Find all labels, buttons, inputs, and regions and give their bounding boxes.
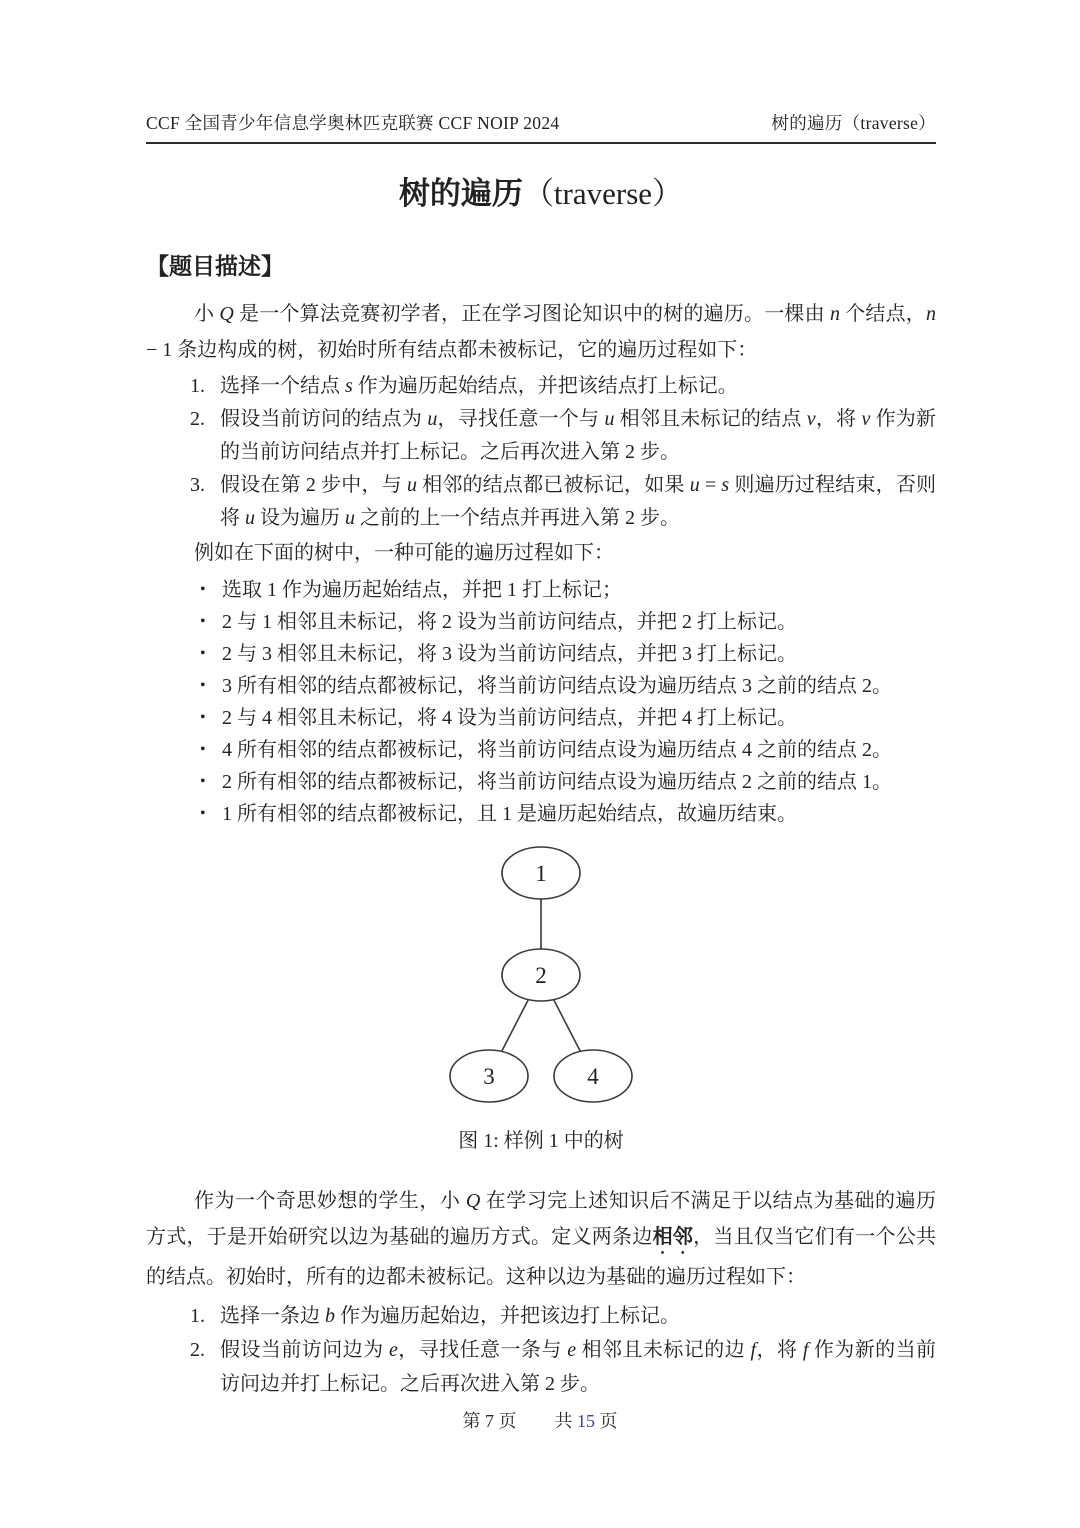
step-item [190, 403, 936, 469]
current-page-label: 第 7 页 [462, 1411, 517, 1431]
example-intro: 例如在下面的树中，一种可能的遍历过程如下： [194, 542, 614, 564]
list-item [198, 638, 936, 670]
list-item-text: 4 所有相邻的结点都被标记，将当前访问结点设为遍历结点 4 之前的结点 2。 [222, 739, 892, 761]
header-problem-name: 树的遍历（traverse） [771, 113, 936, 133]
bullet-icon: • [200, 613, 206, 630]
list-item [198, 734, 936, 766]
list-item [198, 670, 936, 702]
page-title: 树的遍历（traverse） [398, 176, 684, 211]
list-item-text: 2 与 1 相邻且未标记，将 2 设为当前访问结点，并把 2 打上标记。 [222, 611, 797, 633]
tree-diagram [381, 846, 701, 1104]
bullet-icon: • [200, 741, 206, 758]
bullet-icon: • [200, 805, 206, 822]
problem-intro-paragraph: 小 Q 是一个算法竞赛初学者，正在学习图论知识中的树的遍历。一棵由 n 个结点，n − 1 条边构成的树，初始时所有结点都未被标记，它的遍历过程如下： [146, 303, 937, 361]
step-text: 选择一条边 b 作为遍历起始边，并把该边打上标记。 [220, 1305, 680, 1327]
step-number: 2. [190, 408, 205, 430]
bullet-icon: • [200, 645, 206, 662]
list-item-text: 2 与 3 相邻且未标记，将 3 设为当前访问结点，并把 3 打上标记。 [222, 643, 797, 665]
figure-caption: 图 1: 样例 1 中的树 [458, 1130, 624, 1152]
section-heading-problem-description: 【题目描述】 [146, 254, 284, 279]
node-traversal-steps [190, 370, 936, 535]
step-number: 3. [190, 474, 205, 496]
step-item [190, 469, 936, 535]
list-item [198, 574, 936, 606]
total-pages-prefix: 共 [554, 1411, 573, 1431]
page-footer [0, 1407, 1080, 1433]
step-text: 选择一个结点 s 作为遍历起始结点，并把该结点打上标记。 [220, 375, 738, 397]
list-item [198, 702, 936, 734]
step-number: 1. [190, 375, 205, 397]
tree-node-3-label: 3 [483, 1064, 495, 1089]
list-item [198, 606, 936, 638]
bullet-icon: • [200, 773, 206, 790]
step-text: 假设在第 2 步中，与 u 相邻的结点都已被标记，如果 u = s 则遍历过程结束，否则将 u 设为遍历 u 之前的上一个结点并再进入第 2 步。 [220, 474, 937, 529]
step-number: 1. [190, 1305, 205, 1327]
list-item [198, 766, 936, 798]
step-number: 2. [190, 1339, 205, 1361]
page-content [146, 0, 936, 1401]
list-item-text: 3 所有相邻的结点都被标记，将当前访问结点设为遍历结点 3 之前的结点 2。 [222, 675, 892, 697]
page-header [146, 110, 936, 144]
list-item-text: 2 所有相邻的结点都被标记，将当前访问结点设为遍历结点 2 之前的结点 1。 [222, 771, 892, 793]
example-bullet-list [198, 574, 936, 830]
tree-node-4-label: 4 [587, 1064, 599, 1089]
list-item-text: 选取 1 作为遍历起始结点，并把 1 打上标记； [222, 579, 622, 601]
tree-figure [146, 846, 936, 1153]
step-item [190, 370, 936, 403]
total-pages-link[interactable]: 15 [577, 1411, 595, 1431]
header-contest-name: CCF 全国青少年信息学奥林匹克联赛 CCF NOIP 2024 [146, 113, 560, 133]
list-item [198, 798, 936, 830]
edge-traversal-paragraph: 作为一个奇思妙想的学生，小 Q 在学习完上述知识后不满足于以结点为基础的遍历方式，于是开始研究以边为基础的遍历方式。定义两条边相邻，当且仅当它们有一个公共的结点。初始时，所有的边都未被标记。这种以边为基础的遍历过程如下： [146, 1190, 937, 1288]
bullet-icon: • [200, 677, 206, 694]
step-item [190, 1299, 936, 1333]
total-pages-suffix: 页 [599, 1411, 618, 1431]
list-item-text: 2 与 4 相邻且未标记，将 4 设为当前访问结点，并把 4 打上标记。 [222, 707, 797, 729]
tree-node-1-label: 1 [535, 861, 547, 886]
bullet-icon: • [200, 709, 206, 726]
step-text: 假设当前访问边为 e，寻找任意一条与 e 相邻且未标记的边 f，将 f 作为新的当前访问边并打上标记。之后再次进入第 2 步。 [220, 1339, 937, 1395]
step-item [190, 1333, 936, 1401]
edge-traversal-steps [190, 1299, 936, 1401]
bullet-icon: • [200, 581, 206, 598]
tree-node-2-label: 2 [535, 963, 547, 988]
list-item-text: 1 所有相邻的结点都被标记，且 1 是遍历起始结点，故遍历结束。 [222, 803, 797, 825]
step-text: 假设当前访问的结点为 u，寻找任意一个与 u 相邻且未标记的结点 v，将 v 作为新的当前访问结点并打上标记。之后再次进入第 2 步。 [220, 408, 937, 463]
